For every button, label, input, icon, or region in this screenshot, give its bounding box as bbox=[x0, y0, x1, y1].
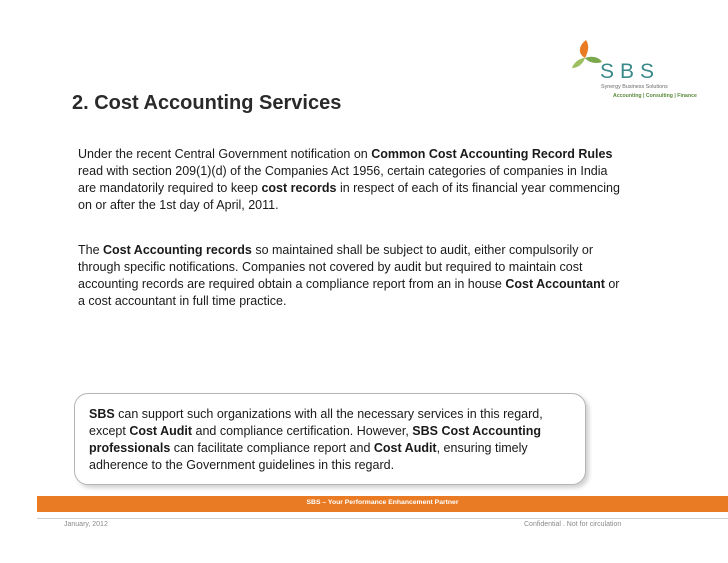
footer-date: January, 2012 bbox=[64, 521, 108, 528]
p1-text-c: read with section 209(1)(d) of the Companies Act 1956, certain categories of companies in India are mandatorily required to keep bbox=[78, 164, 608, 195]
p1-bold-cost-records: cost records bbox=[261, 181, 337, 195]
paragraph-audit bbox=[78, 242, 628, 310]
logo-subtitle: Synergy Business Solutions bbox=[601, 84, 668, 90]
p2-bold-records: Cost Accounting records bbox=[103, 243, 252, 257]
slide-title: 2. Cost Accounting Services bbox=[72, 92, 342, 114]
sbs-callout-box bbox=[74, 393, 586, 485]
company-logo bbox=[568, 38, 697, 104]
p2-text-e: or a cost accountant in full time practice. bbox=[78, 277, 620, 308]
footer-confidential: Confidential . Not for circulation bbox=[524, 521, 622, 528]
paragraph-cost-record-rules bbox=[78, 146, 628, 214]
p1-text-e: in respect of each of its financial year commencing on or after the 1st day of April, 2011. bbox=[78, 181, 620, 212]
callout-text-f: can facilitate compliance report and bbox=[170, 441, 374, 455]
callout-text-h: , ensuring timely adherence to the Government guidelines in this regard. bbox=[89, 441, 528, 472]
callout-text-d: and compliance certification. However, bbox=[192, 424, 413, 438]
callout-bold-professionals: SBS Cost Accounting professionals bbox=[89, 424, 542, 455]
p1-bold-rules: Common Cost Accounting Record Rules bbox=[371, 147, 613, 161]
callout-bold-cost-audit-1: Cost Audit bbox=[129, 424, 193, 438]
footer-tagline: SBS – Your Performance Enhancement Partner bbox=[306, 499, 459, 506]
callout-text-b: can support such organizations with all the necessary services in this regard, except bbox=[89, 407, 543, 438]
footer-divider bbox=[37, 518, 728, 519]
p1-text-a: Under the recent Central Government notification on bbox=[78, 147, 372, 161]
logo-wordmark: SBS bbox=[600, 60, 661, 83]
logo-tagline: Accounting | Consulting | Finance bbox=[613, 93, 697, 99]
callout-bold-cost-audit-2: Cost Audit bbox=[373, 441, 437, 455]
callout-bold-sbs: SBS bbox=[89, 407, 115, 421]
p2-text-c: so maintained shall be subject to audit, either compulsorily or through specific notifications. Companies not covered by audit but required to maintain cost accounting records are required obtain a compliance report from an in house bbox=[78, 243, 594, 291]
p2-bold-accountant: Cost Accountant bbox=[505, 277, 605, 291]
callout-text bbox=[89, 406, 569, 474]
footer-bar bbox=[37, 496, 728, 512]
p2-text-a: The bbox=[78, 243, 104, 257]
